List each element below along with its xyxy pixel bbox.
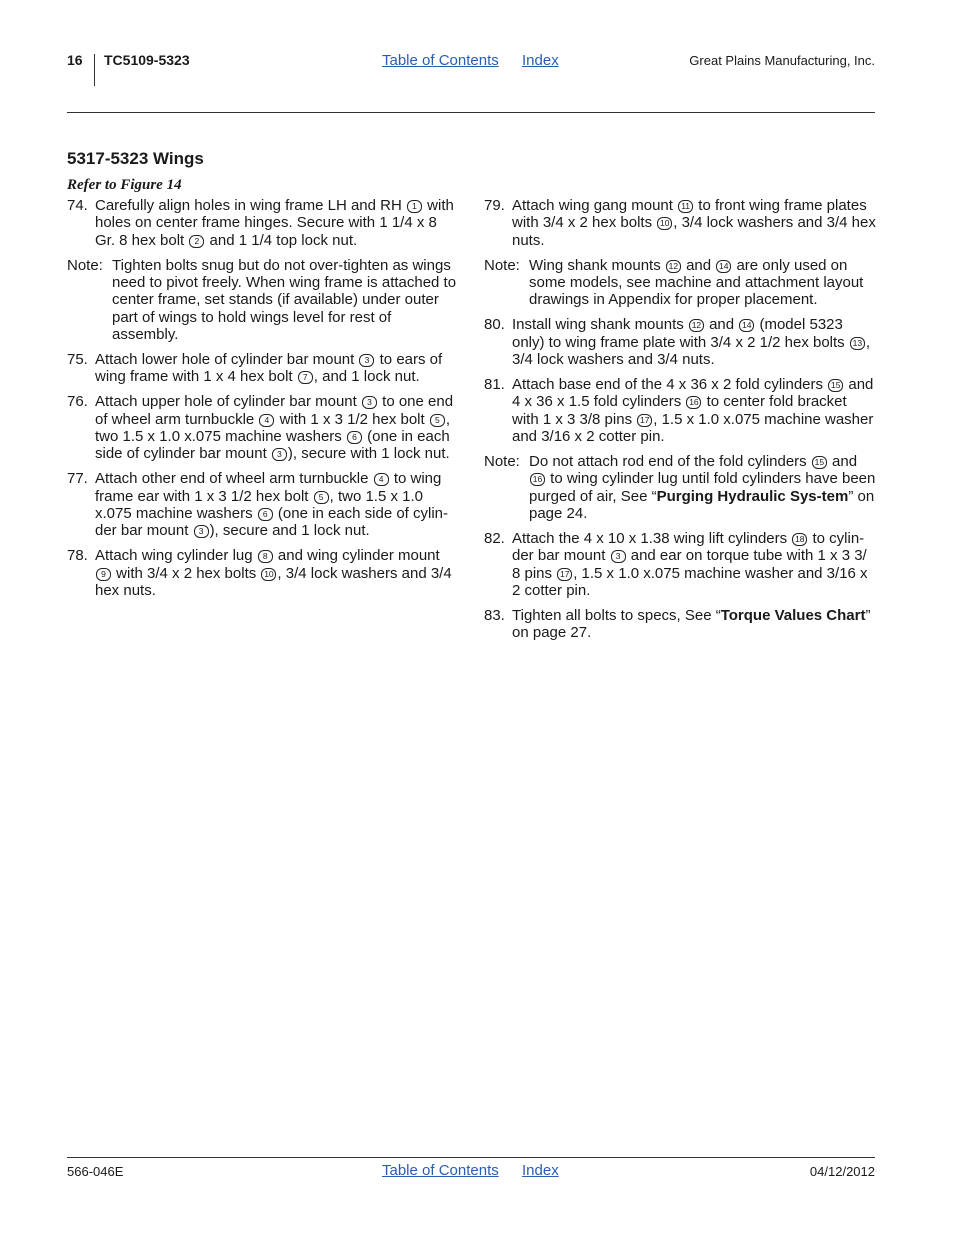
callout-number: 4 — [374, 473, 389, 486]
step-number: 75. — [67, 350, 88, 368]
footer-table-of-contents-link[interactable]: Table of Contents — [382, 1162, 499, 1179]
footer-index-link[interactable]: Index — [522, 1162, 559, 1179]
header-divider — [94, 54, 95, 86]
right-column — [484, 197, 876, 649]
callout-number: 3 — [611, 550, 626, 563]
footer-rule — [67, 1157, 875, 1158]
cross-reference: Purging Hydraulic Sys-tem — [656, 487, 849, 505]
step-number: 79. — [484, 197, 505, 214]
step-text: Attach wing cylinder lug 8 and wing cylinder mount 9 with 3/4 x 2 hex bolts 10 , 3/4 lock washers and 3/4 hex nuts. — [95, 547, 452, 599]
instruction-step — [484, 530, 876, 599]
callout-number: 10 — [261, 568, 276, 581]
note-block — [67, 257, 459, 343]
header-index-link[interactable]: Index — [522, 52, 559, 69]
instruction-step — [67, 547, 459, 599]
step-text: Attach other end of wheel arm turnbuckle 4 to wing frame ear with 1 x 3 1/2 hex bolt 5 , two 1.5 x 1.0 x.075 machine washers 6 (one in each side of cylin-der bar mount 3 ), secure and 1 lock nut. — [95, 470, 449, 540]
callout-number: 14 — [739, 319, 754, 332]
callout-number: 12 — [666, 260, 681, 273]
callout-number: 1 — [407, 200, 422, 213]
step-number: 78. — [67, 547, 88, 565]
callout-number: 11 — [678, 200, 693, 213]
step-number: 77. — [67, 470, 88, 488]
figure-reference: Refer to Figure 14 — [67, 177, 182, 193]
left-column — [67, 197, 459, 607]
step-number: 82. — [484, 530, 505, 548]
step-number: 76. — [67, 393, 88, 411]
company-name: Great Plains Manufacturing, Inc. — [689, 53, 875, 68]
callout-number: 5 — [430, 414, 445, 427]
step-number: 83. — [484, 607, 505, 625]
callout-number: 18 — [792, 533, 807, 546]
instruction-step — [484, 376, 876, 445]
callout-number: 17 — [557, 568, 572, 581]
note-block — [484, 453, 876, 522]
callout-number: 15 — [828, 379, 843, 392]
note-label: Note: — [484, 256, 520, 274]
callout-number: 3 — [272, 448, 287, 461]
document-code: 566-046E — [67, 1164, 124, 1179]
step-number: 80. — [484, 316, 505, 334]
callout-number: 8 — [258, 550, 273, 563]
section-title: 5317-5323 Wings — [67, 149, 204, 168]
callout-number: 3 — [362, 396, 377, 409]
step-text: Install wing shank mounts 12 and 14 (model 5323 only) to wing frame plate with 3/4 x 2 1/2 hex bolts 13 , 3/4 lock washers and 3/4 nuts. — [512, 316, 871, 368]
callout-number: 13 — [850, 337, 865, 350]
instruction-step — [67, 470, 459, 539]
step-text: Attach wing gang mount 11 to front wing frame plates with 3/4 x 2 hex bolts 10 , 3/4 lock washers and 3/4 hex nuts. — [512, 197, 876, 249]
callout-number: 17 — [637, 414, 652, 427]
step-text: Attach base end of the 4 x 36 x 2 fold cylinders 15 and 4 x 36 x 1.5 fold cylinders 16 to center fold bracket with 1 x 3 3/8 pins 17 , 1.5 x 1.0 x.075 machine washer and 3/16 x 2 cotter pin. — [512, 376, 874, 445]
step-text: Attach upper hole of cylinder bar mount 3 to one end of wheel arm turnbuckle 4 with 1 x 3 1/2 hex bolt 5 , two 1.5 x 1.0 x.075 machine washers 6 (one in each side of cylinder bar mount 3 ), secure with 1 lock nut. — [95, 393, 454, 463]
callout-number: 4 — [259, 414, 274, 427]
callout-number: 16 — [530, 473, 545, 486]
callout-number: 12 — [689, 319, 704, 332]
callout-number: 6 — [347, 431, 362, 444]
note-block — [484, 257, 876, 309]
cross-reference: Torque Values Chart — [720, 607, 866, 625]
header-table-of-contents-link[interactable]: Table of Contents — [382, 52, 499, 69]
note-label: Note: — [67, 256, 103, 274]
document-date: 04/12/2012 — [809, 1164, 875, 1179]
note-label: Note: — [484, 453, 520, 471]
callout-number: 3 — [359, 354, 374, 367]
instruction-step — [67, 197, 459, 249]
callout-number: 16 — [686, 396, 701, 409]
callout-number: 7 — [298, 371, 313, 384]
step-text: Attach lower hole of cylinder bar mount 3 to ears of wing frame with 1 x 4 hex bolt 7 , and 1 lock nut. — [95, 350, 443, 386]
step-text: Tighten all bolts to specs, See “Torque Values Chart” on page 27. — [512, 607, 871, 642]
header-rule — [67, 112, 875, 113]
note-text: Wing shank mounts 12 and 14 are only used on some models, see machine and attachment layout drawings in Appendix for proper placement. — [529, 256, 864, 309]
callout-number: 14 — [716, 260, 731, 273]
step-text: Attach the 4 x 10 x 1.38 wing lift cylinders 18 to cylin-der bar mount 3 and ear on torque tube with 1 x 3 3/ 8 pins 17 , 1.5 x 1.0 x.075 machine washer and 3/16 x 2 cotter pin. — [512, 530, 868, 599]
step-number: 81. — [484, 376, 505, 394]
callout-number: 9 — [96, 568, 111, 581]
callout-number: 2 — [189, 235, 204, 248]
callout-number: 6 — [258, 508, 273, 521]
instruction-step — [67, 393, 459, 462]
callout-number: 15 — [812, 456, 827, 469]
instruction-step — [484, 607, 876, 642]
document-id: TC5109-5323 — [104, 52, 190, 68]
note-text: Do not attach rod end of the fold cylinders 15 and 16 to wing cylinder lug until fold cylinders have been purged of air, See “Purging Hydraulic Sys-tem” on page 24. — [529, 453, 876, 522]
step-text: Carefully align holes in wing frame LH and RH 1 with holes on center frame hinges. Secure with 1 1/4 x 8 Gr. 8 hex bolt 2 and 1 1/4 top lock nut. — [95, 197, 454, 249]
instruction-step — [67, 351, 459, 386]
callout-number: 5 — [314, 491, 329, 504]
instruction-step — [484, 197, 876, 249]
page-number: 16 — [67, 52, 83, 68]
callout-number: 3 — [194, 525, 209, 538]
note-text: Tighten bolts snug but do not over-tighten as wings need to pivot freely. When wing frame is attached to center frame, set stands (if available) under outer part of wings to hold wings level for rest of assembly. — [112, 256, 457, 343]
step-number: 74. — [67, 197, 88, 214]
callout-number: 10 — [657, 217, 672, 230]
instruction-step — [484, 316, 876, 368]
